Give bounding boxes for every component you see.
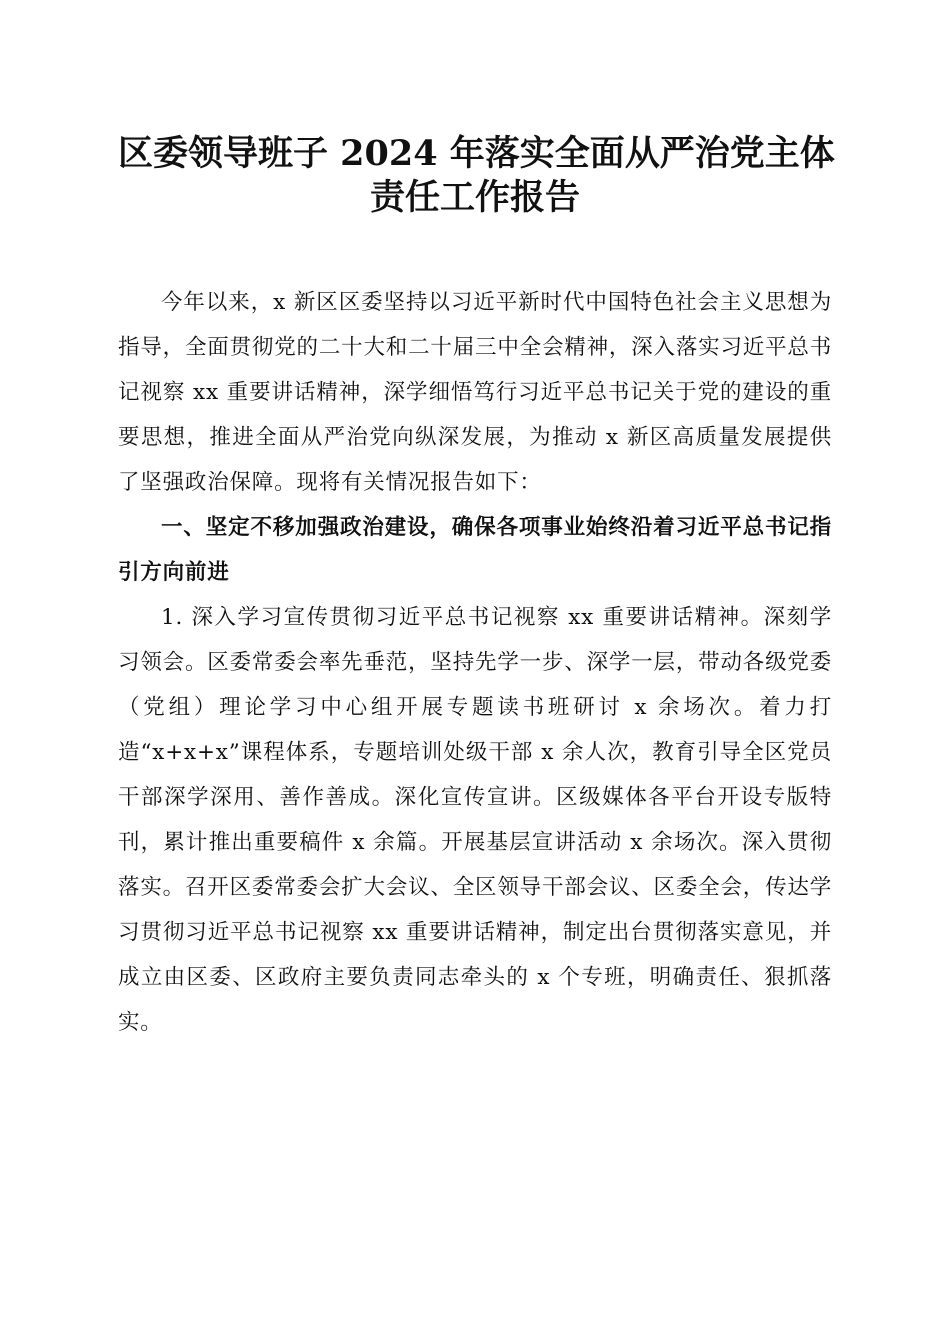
title-line-1: 区委领导班子 2024 年落实全面从严治党主体 [118,133,835,174]
title-line-2: 责任工作报告 [369,177,580,218]
document-body [118,280,832,1045]
document-title [118,132,835,220]
section-1-item-1-paragraph: 1. 深入学习宣传贯彻习近平总书记视察 xx 重要讲话精神。深刻学习领会。区委常委会率先垂范，坚持先学一步、深学一层，带动各级党委（党组）理论学习中心组开展专题读书班研讨 x 余场次。着力打造“x+x+x”课程体系，专题培训处级干部 x 余人次，教育引导全区党员干部深学深用、善作善成。深化宣传宣讲。区级媒体各平台开设专版特刊，累计推出重要稿件 x 余篇。开展基层宣讲活动 x 余场次。深入贯彻落实。召开区委常委会扩大会议、全区领导干部会议、区委全会，传达学习贯彻习近平总书记视察 xx 重要讲话精神，制定出台贯彻落实意见，并成立由区委、区政府主要负责同志牵头的 x 个专班，明确责任、狠抓落实。 [118,605,832,1035]
intro-paragraph: 今年以来，x 新区区委坚持以习近平新时代中国特色社会主义思想为指导，全面贯彻党的二十大和二十届三中全会精神，深入落实习近平总书记视察 xx 重要讲话精神，深学细悟笃行习近平总书记关于党的建设的重要思想，推进全面从严治党向纵深发展，为推动 x 新区高质量发展提供了坚强政治保障。现将有关情况报告如下： [118,290,832,495]
section-1-heading: 一、坚定不移加强政治建设，确保各项事业始终沿着习近平总书记指引方向前进 [118,515,832,585]
